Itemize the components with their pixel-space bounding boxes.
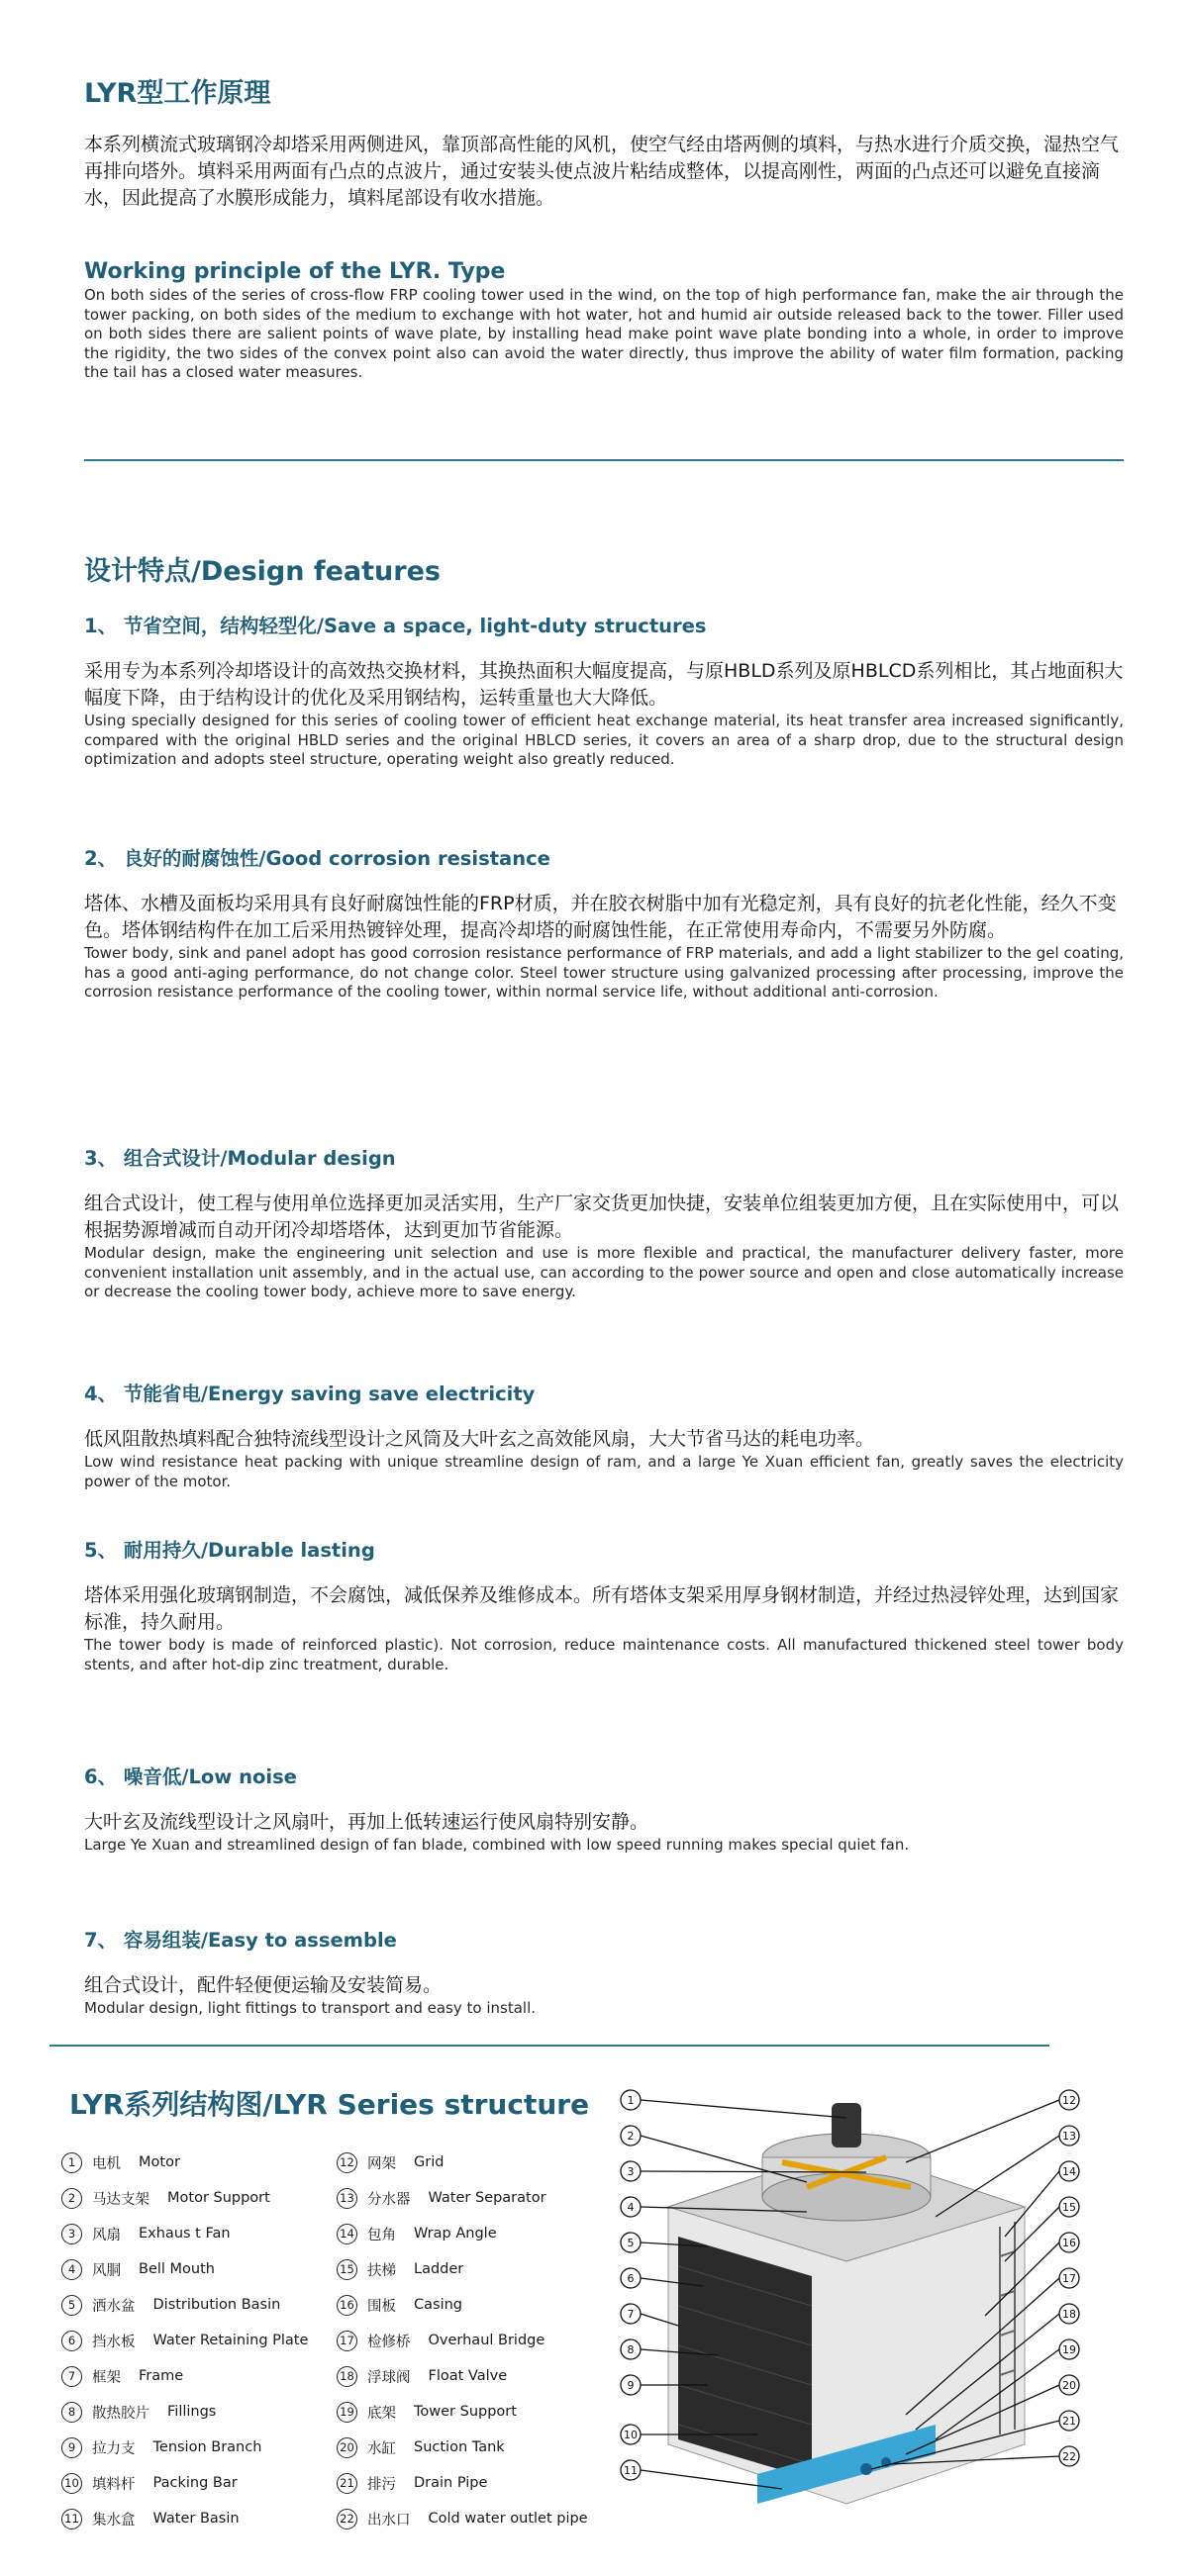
callout-number: 9 [627, 2379, 635, 2392]
callout-number: 11 [624, 2464, 638, 2477]
legend-label-zh: 出水口 [367, 2512, 411, 2528]
principle-title-zh: LYR型工作原理 [84, 78, 271, 109]
legend-label-zh: 拉力支 [92, 2440, 136, 2457]
legend-item [61, 2219, 231, 2248]
legend-label-en: Fillings [167, 2404, 217, 2420]
legend-label-zh: 风扇 [92, 2227, 121, 2243]
divider-top [84, 459, 1124, 461]
legend-label-zh: 围板 [367, 2298, 396, 2315]
legend-label-en: Float Valve [428, 2368, 508, 2384]
callout-number: 6 [627, 2272, 635, 2285]
callout-number: 10 [624, 2429, 638, 2441]
cooling-tower-diagram [609, 2088, 1084, 2524]
legend-number: 10 [61, 2473, 82, 2494]
legend-label-zh: 集水盒 [92, 2512, 136, 2528]
legend-item [337, 2468, 487, 2498]
feature-en: Tower body, sink and panel adopt has good corrosion resistance performance of FRP materials, and add a light stabilizer to the gel coating, has a good anti-aging performance, do not change color. Steel tower structure using galvanized processing after processing, improve the corrosion resistance performance of the cooling tower, within normal service life, without additional anti-corrosion. [84, 944, 1124, 1001]
drain-pipe-icon [860, 2463, 872, 2475]
feature-zh: 组合式设计，配件轻便便运输及安装简易。 [84, 1974, 443, 1996]
legend-number: 6 [61, 2331, 82, 2351]
feature-zh: 塔体采用强化玻璃钢制造，不会腐蚀，减低保养及维修成本。所有塔体支架采用厚身钢材制造，并经过热浸锌处理，达到国家标准，持久耐用。 [84, 1584, 1120, 1633]
legend-number: 17 [337, 2331, 357, 2351]
feature-zh: 低风阻散热填料配合独特流线型设计之风筒及大叶玄之高效能风扇，大大节省马达的耗电功率。 [84, 1428, 875, 1450]
feature-6 [84, 1762, 1124, 1856]
legend-label-zh: 填料杆 [92, 2476, 136, 2493]
legend-number: 15 [337, 2259, 357, 2280]
legend-item [61, 2468, 238, 2498]
legend-item [337, 2254, 463, 2284]
legend-item [61, 2397, 216, 2427]
legend-item [61, 2254, 215, 2284]
feature-zh: 塔体、水槽及面板均采用具有良好耐腐蚀性能的FRP材质，并在胶衣树脂中加有光稳定剂，具有良好的抗老化性能，经久不变色。塔体钢结构件在加工后采用热镀锌处理，提高冷却塔的耐腐蚀性能，在正常使用寿命内，不需要另外防腐。 [84, 893, 1117, 941]
legend-number: 11 [61, 2509, 82, 2529]
callout-number: 16 [1062, 2237, 1076, 2249]
legend-label-en: Distribution Basin [152, 2297, 281, 2313]
legend-label-en: Casing [414, 2297, 462, 2313]
legend-label-en: Bell Mouth [139, 2261, 215, 2277]
legend-number: 14 [337, 2224, 357, 2244]
callout-number: 18 [1062, 2308, 1076, 2321]
legend-number: 12 [337, 2152, 357, 2173]
feature-title: 1、 节省空间，结构轻型化/Save a space, light-duty structures [84, 615, 707, 637]
legend-item [337, 2397, 517, 2427]
callout-number: 5 [627, 2237, 635, 2249]
legend-label-zh: 风胴 [92, 2262, 121, 2279]
legend-label-zh: 马达支架 [92, 2191, 149, 2208]
feature-1 [84, 611, 1124, 770]
callout-number: 1 [627, 2094, 635, 2107]
legend-label-en: Suction Tank [414, 2439, 505, 2455]
feature-zh: 组合式设计，使工程与使用单位选择更加灵活实用，生产厂家交货更加快捷，安装单位组装更加方便，且在实际使用中，可以根据势源增减而自动开闭冷却塔塔体，达到更加节省能源。 [84, 1193, 1120, 1241]
legend-label-zh: 浮球阀 [367, 2369, 411, 2386]
legend-item [61, 2433, 261, 2462]
legend-number: 22 [337, 2509, 357, 2529]
legend-item [337, 2326, 544, 2355]
callout-number: 4 [627, 2201, 635, 2214]
feature-3 [84, 1143, 1124, 1302]
legend-label-en: Grid [414, 2154, 445, 2170]
legend-label-en: Tower Support [414, 2404, 517, 2420]
legend-number: 8 [61, 2402, 82, 2423]
legend-item [337, 2504, 588, 2533]
legend-item [337, 2183, 546, 2213]
legend-number: 7 [61, 2366, 82, 2387]
principle-section [84, 71, 1124, 383]
feature-5 [84, 1535, 1124, 1674]
legend-number: 16 [337, 2295, 357, 2316]
legend-label-en: Cold water outlet pipe [428, 2511, 588, 2527]
legend-label-zh: 电机 [92, 2155, 121, 2172]
legend-number: 21 [337, 2473, 357, 2494]
legend-item [337, 2147, 444, 2177]
feature-zh: 大叶玄及流线型设计之风扇叶，再加上低转速运行使风扇特别安静。 [84, 1811, 649, 1833]
callout-number: 12 [1062, 2094, 1076, 2107]
fan-stack-rim [762, 2173, 931, 2221]
feature-en: Using specially designed for this series of cooling tower of efficient heat exchange material, its heat transfer area increased significantly, compared with the original HBLD series and the original HBLCD series, it covers an area of a sharp drop, due to the structural design optimization and adopts steel structure, operating weight also greatly reduced. [84, 712, 1124, 768]
design-section [84, 549, 1124, 588]
legend-label-zh: 水缸 [367, 2440, 396, 2457]
legend-number: 1 [61, 2152, 82, 2173]
callout-number: 7 [627, 2308, 635, 2321]
legend-label-zh: 洒水盆 [92, 2298, 136, 2315]
legend-item [61, 2290, 280, 2320]
legend-item [61, 2183, 270, 2213]
legend-number: 20 [337, 2437, 357, 2458]
callout-number: 17 [1062, 2272, 1076, 2285]
legend-label-en: Frame [139, 2368, 184, 2384]
legend-label-en: Motor Support [167, 2190, 270, 2206]
legend-number: 3 [61, 2224, 82, 2244]
feature-title: 6、 噪音低/Low noise [84, 1765, 297, 1788]
callout-line [641, 2100, 846, 2118]
callout-number: 15 [1062, 2201, 1076, 2214]
legend-label-en: Tension Branch [152, 2439, 262, 2455]
callout-line [906, 2100, 1059, 2162]
callout-number: 8 [627, 2343, 635, 2356]
feature-en: Low wind resistance heat packing with unique streamline design of ram, and a large Ye Xuan efficient fan, greatly saves the electricity power of the motor. [84, 1453, 1124, 1490]
motor-icon [832, 2103, 861, 2147]
legend-item [61, 2147, 180, 2177]
feature-en: Modular design, make the engineering unit selection and use is more flexible and practical, the manufacturer delivery faster, more convenient installation unit assembly, and in the actual use, can according to the power source and open and close automatically increase or decrease the cooling tower body, achieve more to save energy. [84, 1244, 1124, 1300]
feature-2 [84, 843, 1124, 1002]
callout-number: 13 [1062, 2130, 1076, 2143]
legend-number: 5 [61, 2295, 82, 2316]
feature-title: 7、 容易组装/Easy to assemble [84, 1929, 397, 1952]
legend-label-zh: 扶梯 [367, 2262, 396, 2279]
callout-number: 19 [1062, 2343, 1076, 2356]
divider-bottom [50, 2045, 1049, 2047]
fill-pack-left [678, 2237, 812, 2479]
legend-item [337, 2290, 462, 2320]
structure-title: LYR系列结构图/LYR Series structure [69, 2088, 590, 2121]
design-title: 设计特点/Design features [84, 556, 441, 587]
legend-number: 9 [61, 2437, 82, 2458]
feature-title: 3、 组合式设计/Modular design [84, 1147, 396, 1170]
principle-body-zh: 本系列横流式玻璃钢冷却塔采用两侧进风，靠顶部高性能的风机，使空气经由塔两侧的填料，与热水进行介质交换，湿热空气再排向塔外。填料采用两面有凸点的点波片，通过安装头使点波片粘结成整体，以提高刚性，两面的凸点还可以避免直接滴水，因此提高了水膜形成能力，填料尾部设有收水措施。 [84, 134, 1120, 209]
feature-title: 5、 耐用持久/Durable lasting [84, 1539, 375, 1562]
principle-body-en: On both sides of the series of cross-flow FRP cooling tower used in the wind, on the top of high performance fan, make the air through the tower packing, on both sides of the medium to exchange with hot water, hot and humid air outside released back to the tower. Filler used on both sides there are salient points of wave plate, by installing head make point wave plate bonding into a whole, in order to improve the rigidity, the two sides of the convex point also can avoid the water directly, thus improve the ability of water film formation, packing the tail has a closed water measures. [84, 286, 1124, 381]
legend-label-zh: 分水器 [367, 2191, 411, 2208]
feature-en: Large Ye Xuan and streamlined design of fan blade, combined with low speed running makes special quiet fan. [84, 1836, 910, 1854]
legend-label-en: Water Basin [152, 2511, 240, 2527]
legend-label-zh: 底架 [367, 2405, 396, 2422]
feature-7 [84, 1925, 1124, 2019]
legend-label-zh: 排污 [367, 2476, 396, 2493]
feature-4 [84, 1379, 1124, 1491]
legend-label-en: Motor [139, 2154, 180, 2170]
legend-label-en: Packing Bar [152, 2475, 238, 2491]
legend-label-zh: 框架 [92, 2369, 121, 2386]
callout-number: 2 [627, 2130, 635, 2143]
legend-item [61, 2326, 308, 2355]
legend-label-zh: 检修桥 [367, 2334, 411, 2350]
legend-item [61, 2504, 240, 2533]
legend-label-en: Exhaus t Fan [139, 2226, 231, 2242]
legend-item [337, 2433, 505, 2462]
legend-number: 18 [337, 2366, 357, 2387]
callout-number: 20 [1062, 2379, 1076, 2392]
feature-zh: 采用专为本系列冷却塔设计的高效热交换材料，其换热面积大幅度提高，与原HBLD系列及原HBLCD系列相比，其占地面积大幅度下降，由于结构设计的优化及采用钢结构，运转重量也大大降低。 [84, 660, 1124, 709]
legend-item [337, 2219, 497, 2248]
callout-number: 14 [1062, 2165, 1076, 2178]
legend-number: 2 [61, 2188, 82, 2209]
legend-label-zh: 散热胶片 [92, 2405, 149, 2422]
legend-item [337, 2361, 507, 2391]
legend-number: 4 [61, 2259, 82, 2280]
legend-label-zh: 网架 [367, 2155, 396, 2172]
feature-title: 4、 节能省电/Energy saving save electricity [84, 1383, 536, 1405]
feature-title: 2、 良好的耐腐蚀性/Good corrosion resistance [84, 847, 550, 870]
legend-label-en: Ladder [414, 2261, 464, 2277]
feature-en: Modular design, light fittings to transport and easy to install. [84, 1999, 537, 2017]
feature-en: The tower body is made of reinforced plastic). Not corrosion, reduce maintenance costs. All manufactured thickened steel tower body stents, and after hot-dip zinc treatment, durable. [84, 1636, 1124, 1673]
legend-label-zh: 挡水板 [92, 2334, 136, 2350]
legend-label-en: Overhaul Bridge [428, 2333, 545, 2348]
legend-number: 13 [337, 2188, 357, 2209]
legend-label-en: Wrap Angle [414, 2226, 497, 2242]
legend-number: 19 [337, 2402, 357, 2423]
callout-number: 3 [627, 2165, 635, 2178]
callout-number: 22 [1062, 2450, 1076, 2463]
legend-label-en: Water Retaining Plate [152, 2333, 309, 2348]
legend-item [61, 2361, 183, 2391]
callout-number: 21 [1062, 2415, 1076, 2428]
principle-title-en: Working principle of the LYR. Type [84, 259, 506, 284]
legend-label-en: Water Separator [428, 2190, 546, 2206]
legend-label-en: Drain Pipe [414, 2475, 488, 2491]
legend-label-zh: 包角 [367, 2227, 396, 2243]
